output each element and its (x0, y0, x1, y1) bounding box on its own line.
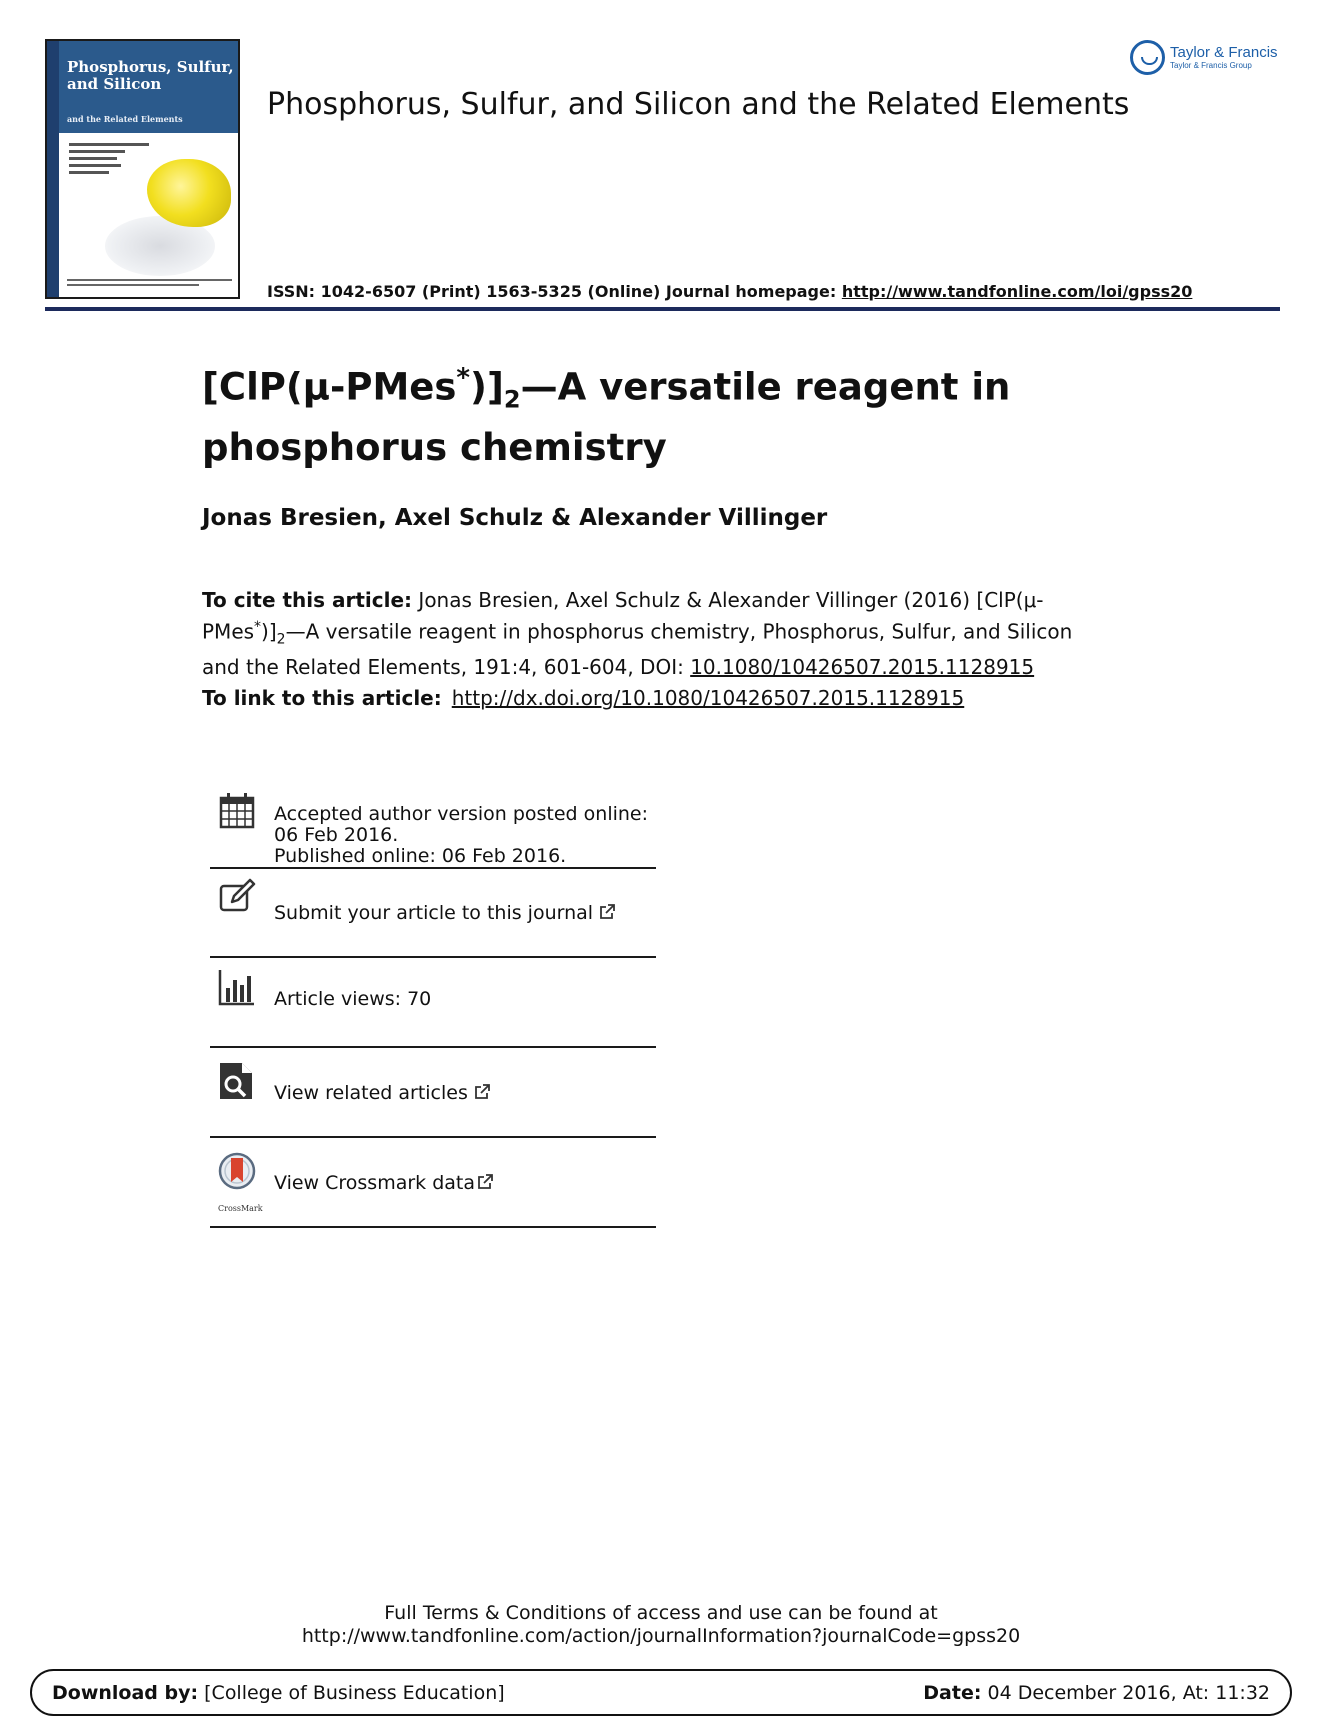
article-doi-link[interactable]: http://dx.doi.org/10.1080/10426507.2015.1128915 (451, 686, 965, 710)
related-articles-label: View related articles (274, 1082, 468, 1104)
external-link-icon (474, 1084, 490, 1100)
article-views-text: Article views: 70 (274, 988, 432, 1010)
accepted-date: Accepted author version posted online: 06 Feb 2016. (274, 803, 649, 846)
external-link-icon (599, 904, 615, 920)
journal-name: Phosphorus, Sulfur, and Silicon and the Related Elements (267, 87, 1130, 122)
crossmark-logo-text: CrossMark (218, 1204, 263, 1213)
download-value: [College of Business Education] (198, 1682, 505, 1704)
bar-chart-icon (218, 968, 256, 1006)
external-link-icon (477, 1174, 493, 1190)
publisher-group: Taylor & Francis Group (1170, 60, 1252, 70)
citation-text-a: Jonas Bresien, Axel Schulz & Alexander Villinger (2016) [ClP(μ-PMes (202, 588, 1044, 644)
publisher-logo[interactable] (1130, 40, 1278, 75)
citation-doi-link[interactable]: 10.1080/10426507.2015.1128915 (690, 654, 1035, 679)
publisher-name: Taylor & Francis (1170, 43, 1278, 61)
journal-cover-image (45, 39, 240, 299)
article-link-line (202, 686, 964, 710)
article-title (202, 355, 1202, 471)
issn-line (267, 282, 1192, 301)
download-by (52, 1682, 505, 1704)
download-info-bar (30, 1669, 1292, 1716)
journal-homepage-link[interactable]: http://www.tandfonline.com/loi/gpss20 (841, 282, 1193, 301)
citation-label: To cite this article: (202, 588, 413, 612)
submit-article-label: Submit your article to this journal (274, 902, 594, 924)
crossmark-label: View Crossmark data (274, 1172, 476, 1194)
title-mid: )] (470, 365, 504, 409)
crossmark-link[interactable] (274, 1173, 493, 1194)
edit-icon (218, 878, 256, 916)
issn-text: ISSN: 1042-6507 (Print) 1563-5325 (Online) Journal homepage: (267, 282, 842, 301)
cover-footer-lines (67, 279, 232, 289)
citation-subscript: 2 (276, 631, 286, 648)
crossmark-icon (218, 1152, 256, 1190)
date-value: 04 December 2016, At: 11:32 (981, 1682, 1270, 1704)
title-subscript: 2 (503, 385, 521, 414)
published-date: Published online: 06 Feb 2016. (274, 845, 567, 867)
related-articles-link[interactable] (274, 1083, 490, 1104)
terms-url[interactable]: http://www.tandfonline.com/action/journalInformation?journalCode=gpss20 (301, 1625, 1021, 1647)
title-superscript: * (456, 363, 471, 393)
search-document-icon (218, 1062, 256, 1100)
cover-title: Phosphorus, Sulfur, and Silicon (67, 58, 234, 93)
calendar-icon (218, 792, 256, 830)
citation-text-c: —A versatile reagent in phosphorus chemistry, Phosphorus, Sulfur, and Silicon and the Related Elements, 191:4, 601-604, DOI: (202, 619, 1073, 679)
terms-line: Full Terms & Conditions of access and use can be found at (384, 1602, 938, 1624)
cover-spine (47, 41, 59, 297)
link-label: To link to this article: (202, 686, 442, 710)
crossmark-row[interactable] (210, 1138, 656, 1228)
article-info-box (210, 788, 656, 1228)
download-date (923, 1682, 1270, 1704)
submit-article-link[interactable] (274, 903, 615, 924)
publication-dates-text (274, 804, 654, 867)
article-authors: Jonas Bresien, Axel Schulz & Alexander Villinger (202, 505, 828, 531)
article-views-row (210, 958, 656, 1048)
citation-text-b: )] (261, 619, 277, 644)
citation-superscript: * (254, 619, 262, 635)
publication-dates-row (210, 788, 656, 869)
terms-footer (0, 1602, 1322, 1648)
title-suffix: —A versatile reagent in phosphorus chemistry (202, 365, 1011, 469)
header-rule (45, 307, 1280, 311)
citation-block (202, 587, 1102, 681)
related-articles-row[interactable] (210, 1048, 656, 1138)
cover-subtitle: and the Related Elements (67, 114, 183, 124)
title-prefix: [ClP(μ-PMes (202, 365, 457, 409)
publisher-logo-icon (1130, 40, 1165, 75)
date-label: Date: (923, 1682, 982, 1704)
cover-text-lines (69, 143, 149, 178)
download-label: Download by: (52, 1682, 199, 1704)
submit-article-row[interactable] (210, 869, 656, 958)
